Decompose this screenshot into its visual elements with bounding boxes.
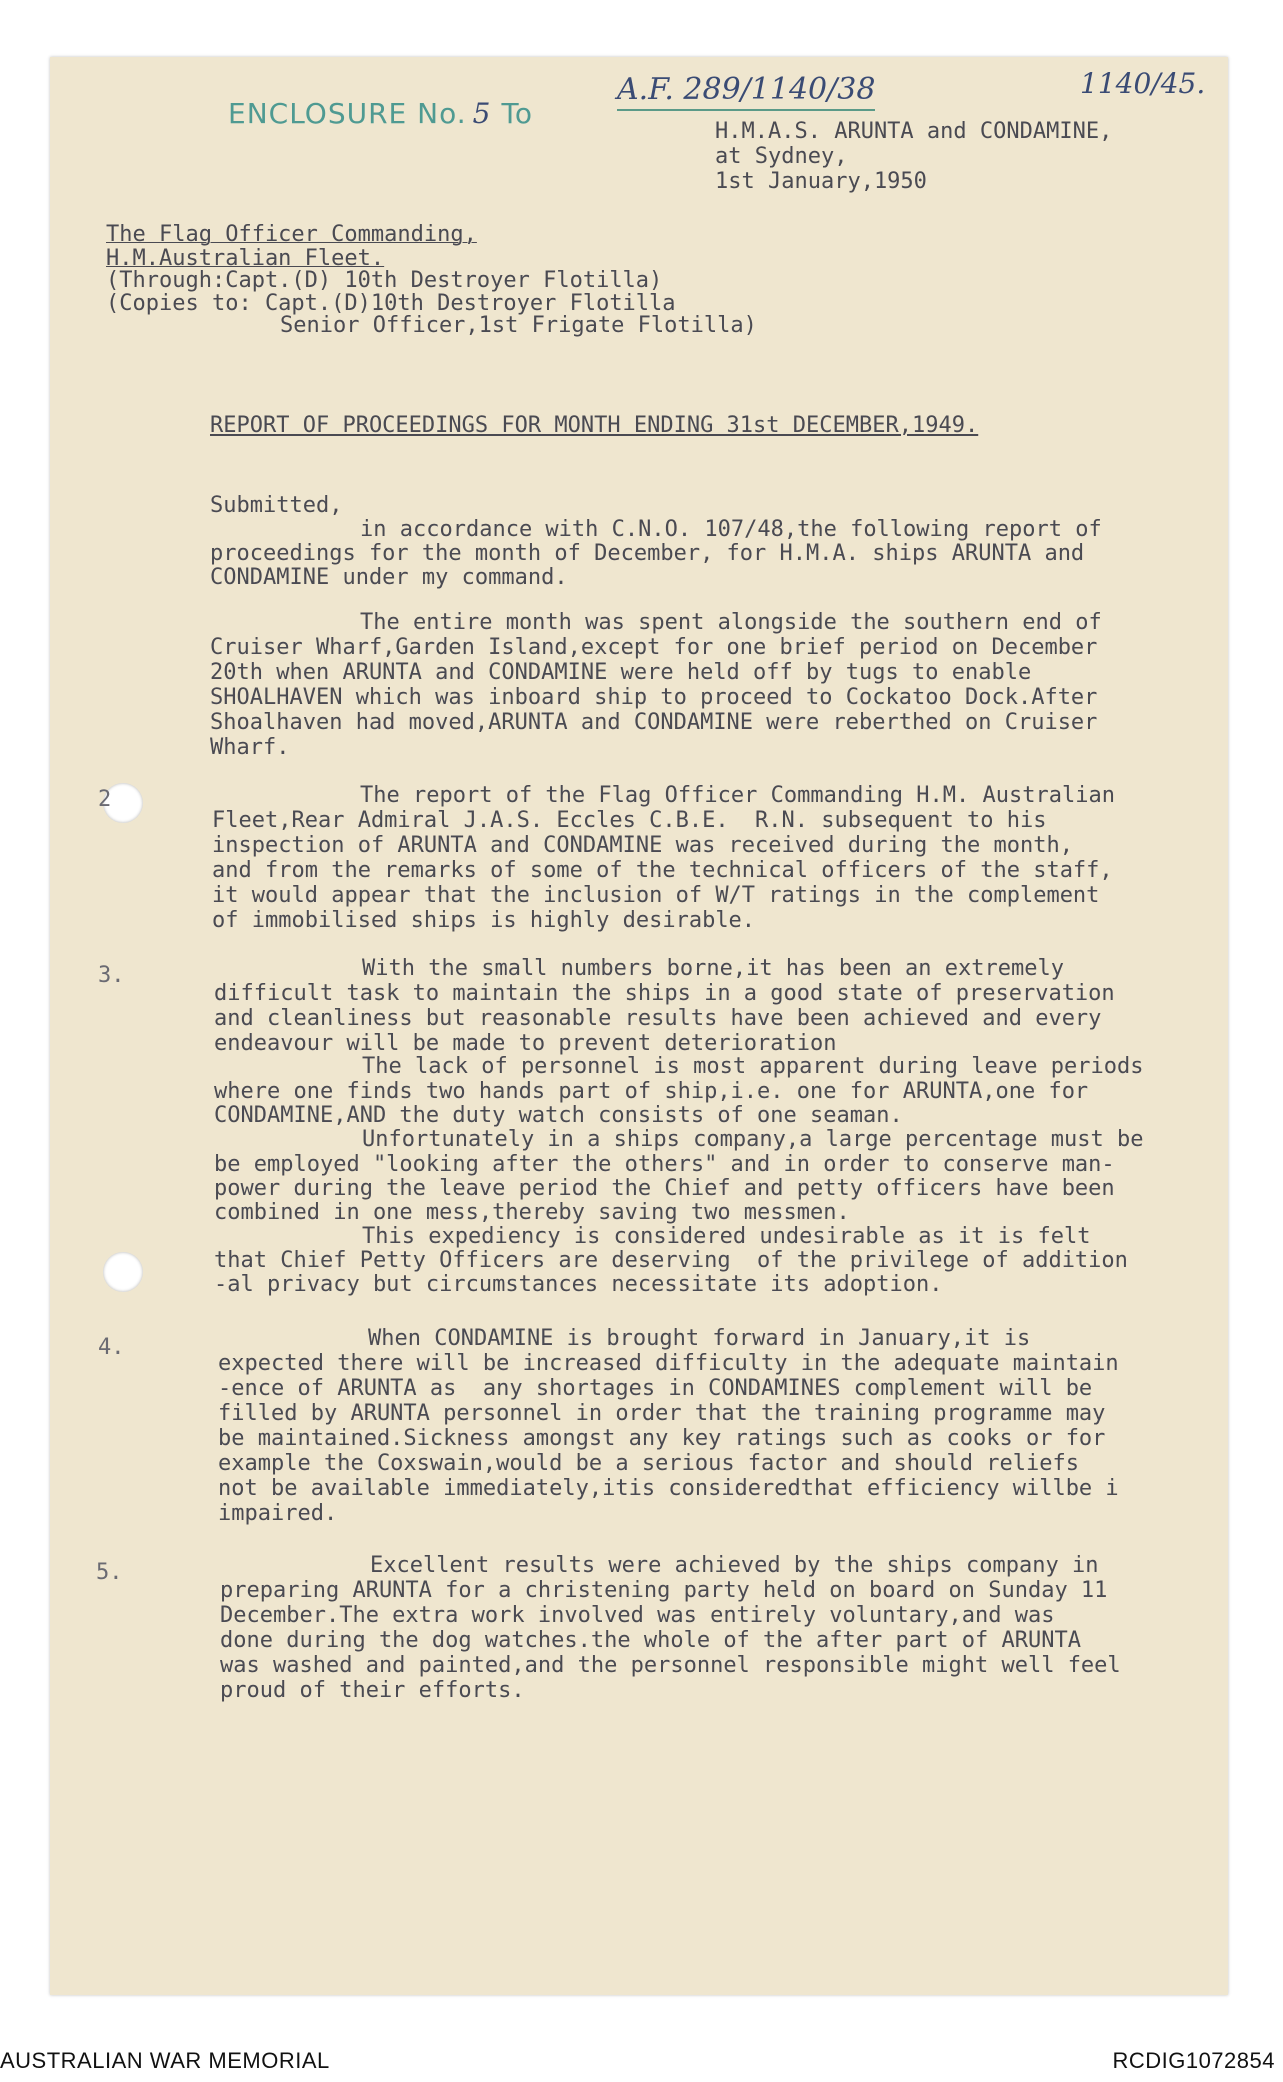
para4-line-3: -ence of ARUNTA as any shortages in CONDAMINES complement will be xyxy=(218,1376,1093,1401)
para2-line-6: of immobilised ships is highly desirable. xyxy=(212,908,756,933)
para5-line-5: was washed and painted,and the personnel responsible might well feel xyxy=(220,1653,1121,1678)
intro-submitted: Submitted, xyxy=(210,493,343,518)
para4-line-4: filled by ARUNTA personnel in order that the training programme may xyxy=(218,1401,1106,1426)
sender-line-2: at Sydney, xyxy=(715,144,848,169)
para2-line-5: it would appear that the inclusion of W/T ratings in the complement xyxy=(212,883,1100,908)
para1-line-2: Cruiser Wharf,Garden Island,except for one brief period on December xyxy=(210,635,1098,660)
intro-line-3: CONDAMINE under my command. xyxy=(210,565,568,590)
para3-line-8: Unfortunately in a ships company,a large percentage must be xyxy=(362,1127,1144,1152)
addressee-line-3: (Through:Capt.(D) 10th Destroyer Flotilla) xyxy=(106,268,663,293)
para1-line-4: SHOALHAVEN which was inboard ship to proceed to Cockatoo Dock.After xyxy=(210,685,1098,710)
intro-line-1: in accordance with C.N.O. 107/48,the following report of xyxy=(360,517,1102,542)
punch-hole-bottom xyxy=(103,1252,143,1292)
para3-number: 3. xyxy=(98,963,125,988)
para1-line-5: Shoalhaven had moved,ARUNTA and CONDAMINE were reberthed on Cruiser xyxy=(210,710,1098,735)
addressee-line-4: (Copies to: Capt.(D)10th Destroyer Flotilla xyxy=(106,291,676,316)
para2-number: 2 xyxy=(98,787,112,812)
para5-line-1: Excellent results were achieved by the ships company in xyxy=(370,1553,1099,1578)
para3-line-5: The lack of personnel is most apparent during leave periods xyxy=(362,1054,1144,1079)
para2-line-3: inspection of ARUNTA and CONDAMINE was received during the month, xyxy=(212,833,1073,858)
file-reference-handwritten: A.F. 289/1140/38 xyxy=(617,72,875,111)
para3-line-9: be employed "looking after the others" and in order to conserve man- xyxy=(214,1152,1115,1177)
para4-line-8: impaired. xyxy=(218,1501,338,1526)
sender-line-3: 1st January,1950 xyxy=(715,169,927,194)
addressee-line-1: The Flag Officer Commanding, xyxy=(106,222,477,247)
para3-line-12: This expediency is considered undesirable as it is felt xyxy=(362,1224,1091,1249)
stamp-enclosure-number: 5 xyxy=(472,97,492,130)
corner-reference-handwritten: 1140/45. xyxy=(1080,67,1206,100)
footer-institution: AUSTRALIAN WAR MEMORIAL xyxy=(0,2048,330,2073)
para3-line-11: combined in one mess,thereby saving two messmen. xyxy=(214,1200,850,1225)
stamp-to-label: To xyxy=(501,97,533,130)
addressee-line-2: H.M.Australian Fleet. xyxy=(106,246,385,271)
report-heading: REPORT OF PROCEEDINGS FOR MONTH ENDING 31st DECEMBER,1949. xyxy=(210,413,979,438)
enclosure-stamp xyxy=(228,97,533,130)
para4-number: 4. xyxy=(98,1335,125,1360)
para5-line-4: done during the dog watches.the whole of the after part of ARUNTA xyxy=(220,1628,1081,1653)
para5-number: 5. xyxy=(96,1560,123,1585)
para3-line-4: endeavour will be made to prevent deterioration xyxy=(214,1031,837,1056)
para3-line-13: that Chief Petty Officers are deserving of the privilege of addition xyxy=(214,1248,1128,1273)
para5-line-2: preparing ARUNTA for a christening party held on board on Sunday 11 xyxy=(220,1578,1108,1603)
addressee-line-5: Senior Officer,1st Frigate Flotilla) xyxy=(280,313,757,338)
para1-line-6: Wharf. xyxy=(210,735,290,760)
para5-line-3: December.The extra work involved was entirely voluntary,and was xyxy=(220,1603,1055,1628)
para3-line-7: CONDAMINE,AND the duty watch consists of one seaman. xyxy=(214,1103,903,1128)
para5-line-6: proud of their efforts. xyxy=(220,1678,525,1703)
para4-line-5: be maintained.Sickness amongst any key ratings such as cooks or for xyxy=(218,1426,1106,1451)
para4-line-2: expected there will be increased difficulty in the adequate maintain xyxy=(218,1351,1119,1376)
para4-line-7: not be available immediately,itis consideredthat efficiency willbe i xyxy=(218,1476,1119,1501)
stamp-enclosure-label: ENCLOSURE No. xyxy=(228,97,467,130)
para4-line-6: example the Coxswain,would be a serious factor and should reliefs xyxy=(218,1451,1079,1476)
para2-line-1: The report of the Flag Officer Commanding H.M. Australian xyxy=(360,783,1115,808)
para3-line-10: power during the leave period the Chief and petty officers have been xyxy=(214,1176,1115,1201)
para4-line-1: When CONDAMINE is brought forward in January,it is xyxy=(368,1326,1031,1351)
para3-line-6: where one finds two hands part of ship,i.e. one for ARUNTA,one for xyxy=(214,1079,1089,1104)
para3-line-3: and cleanliness but reasonable results have been achieved and every xyxy=(214,1006,1102,1031)
footer-record-id: RCDIG1072854 xyxy=(1112,2048,1275,2073)
para1-line-1: The entire month was spent alongside the southern end of xyxy=(360,610,1102,635)
document-page xyxy=(50,57,1228,1995)
para2-line-4: and from the remarks of some of the technical officers of the staff, xyxy=(212,858,1113,883)
para3-line-14: -al privacy but circumstances necessitate its adoption. xyxy=(214,1272,943,1297)
para3-line-1: With the small numbers borne,it has been an extremely xyxy=(362,956,1064,981)
sender-line-1: H.M.A.S. ARUNTA and CONDAMINE, xyxy=(715,119,1113,144)
intro-line-2: proceedings for the month of December, for H.M.A. ships ARUNTA and xyxy=(210,541,1085,566)
para1-line-3: 20th when ARUNTA and CONDAMINE were held off by tugs to enable xyxy=(210,660,1032,685)
para3-line-2: difficult task to maintain the ships in a good state of preservation xyxy=(214,981,1115,1006)
para2-line-2: Fleet,Rear Admiral J.A.S. Eccles C.B.E. R.N. subsequent to his xyxy=(212,808,1047,833)
